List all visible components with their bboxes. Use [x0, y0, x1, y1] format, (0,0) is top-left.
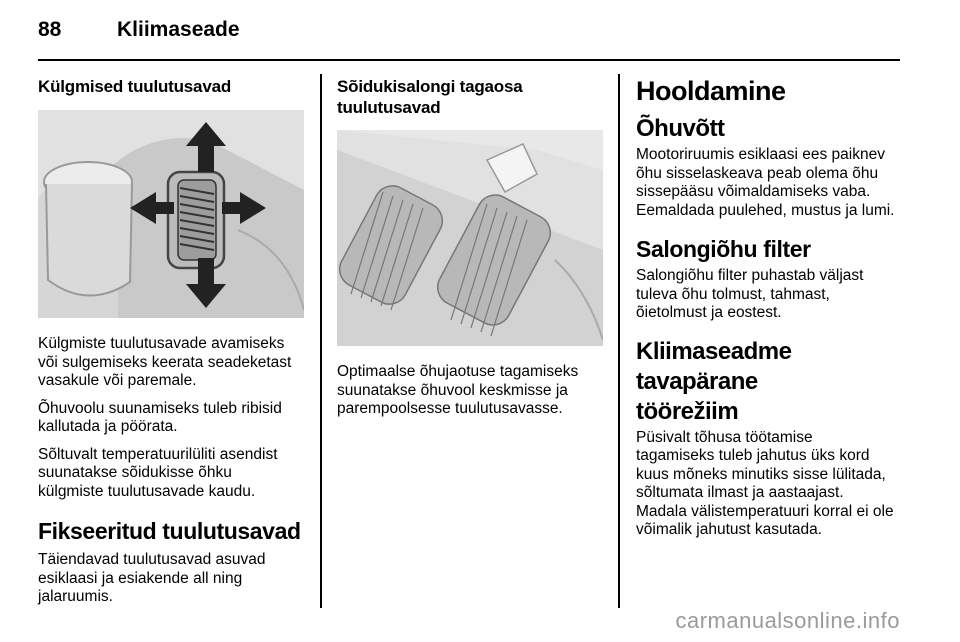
column-divider-2 [618, 74, 620, 608]
column-divider-1 [320, 74, 322, 608]
column-maintenance [636, 76, 902, 540]
regular-operation-text: Püsivalt tõhusa töötamise tagamiseks tuleb jahutus üks kord kuus mõneks minutiks sisse lülitada, sõltumata ilmast ja aastaajast. Madala välistemperatuuri korral ei ole võimalik jahutust kasutada. [636, 428, 894, 538]
watermark: carmanualsonline.info [675, 608, 900, 633]
chapter-title: Kliimaseade [117, 18, 240, 41]
maintenance-title: Hooldamine [636, 76, 786, 106]
header-rule [38, 59, 900, 61]
pollen-filter-heading: Salongiõhu filter [636, 236, 811, 262]
side-vents-para-2: Õhuvoolu suunamiseks tuleb ribisid kallutada ja pöörata. [38, 399, 282, 435]
side-vents-para-3: Sõltuvalt temperatuurilüliti asendist suunatakse sõidukisse õhku külgmiste tuulutusavade kaudu. [38, 445, 278, 500]
rear-vents-figure [337, 130, 603, 346]
fixed-vents-heading: Fikseeritud tuulutusavad [38, 518, 301, 544]
column-rear-vents [337, 76, 609, 419]
page-number: 88 [38, 18, 62, 41]
rear-vents-heading: Sõidukisalongi tagaosa tuulutusavad [337, 77, 523, 117]
pollen-filter-text: Salongiõhu filter puhastab väljast tuleva õhu tolmust, tahmast, õietolmust ja eostest. [636, 267, 864, 321]
regular-operation-heading: Kliimaseadme tavapärane töörežiim [636, 337, 792, 425]
rear-vents-para: Optimaalse õhujaotuse tagamiseks suunatakse õhuvool keskmisse ja parempoolsesse tuulutusavasse. [337, 363, 579, 417]
air-intake-heading: Õhuvõtt [636, 115, 725, 142]
air-intake-text: Mootoriruumis esiklaasi ees paiknev õhu sisselaskeava peab olema õhu sissepääsu võimaldamiseks vaba. Eemaldada puulehed, mustus ja lumi. [636, 146, 895, 219]
rear-cabin-vents-illustration [337, 130, 603, 346]
side-vent-adjustment-illustration [38, 110, 304, 318]
side-vent-figure [38, 110, 304, 318]
fixed-vents-para: Täiendavad tuulutusavad asuvad esiklaasi ja esiakende all ning jalaruumis. [38, 551, 266, 605]
side-vents-para-1: Külgmiste tuulutusavade avamiseks või sulgemiseks keerata seadeketast vasakule või paremale. [38, 335, 292, 389]
column-side-vents [38, 76, 308, 607]
side-vents-heading: Külgmised tuulutusavad [38, 77, 232, 96]
